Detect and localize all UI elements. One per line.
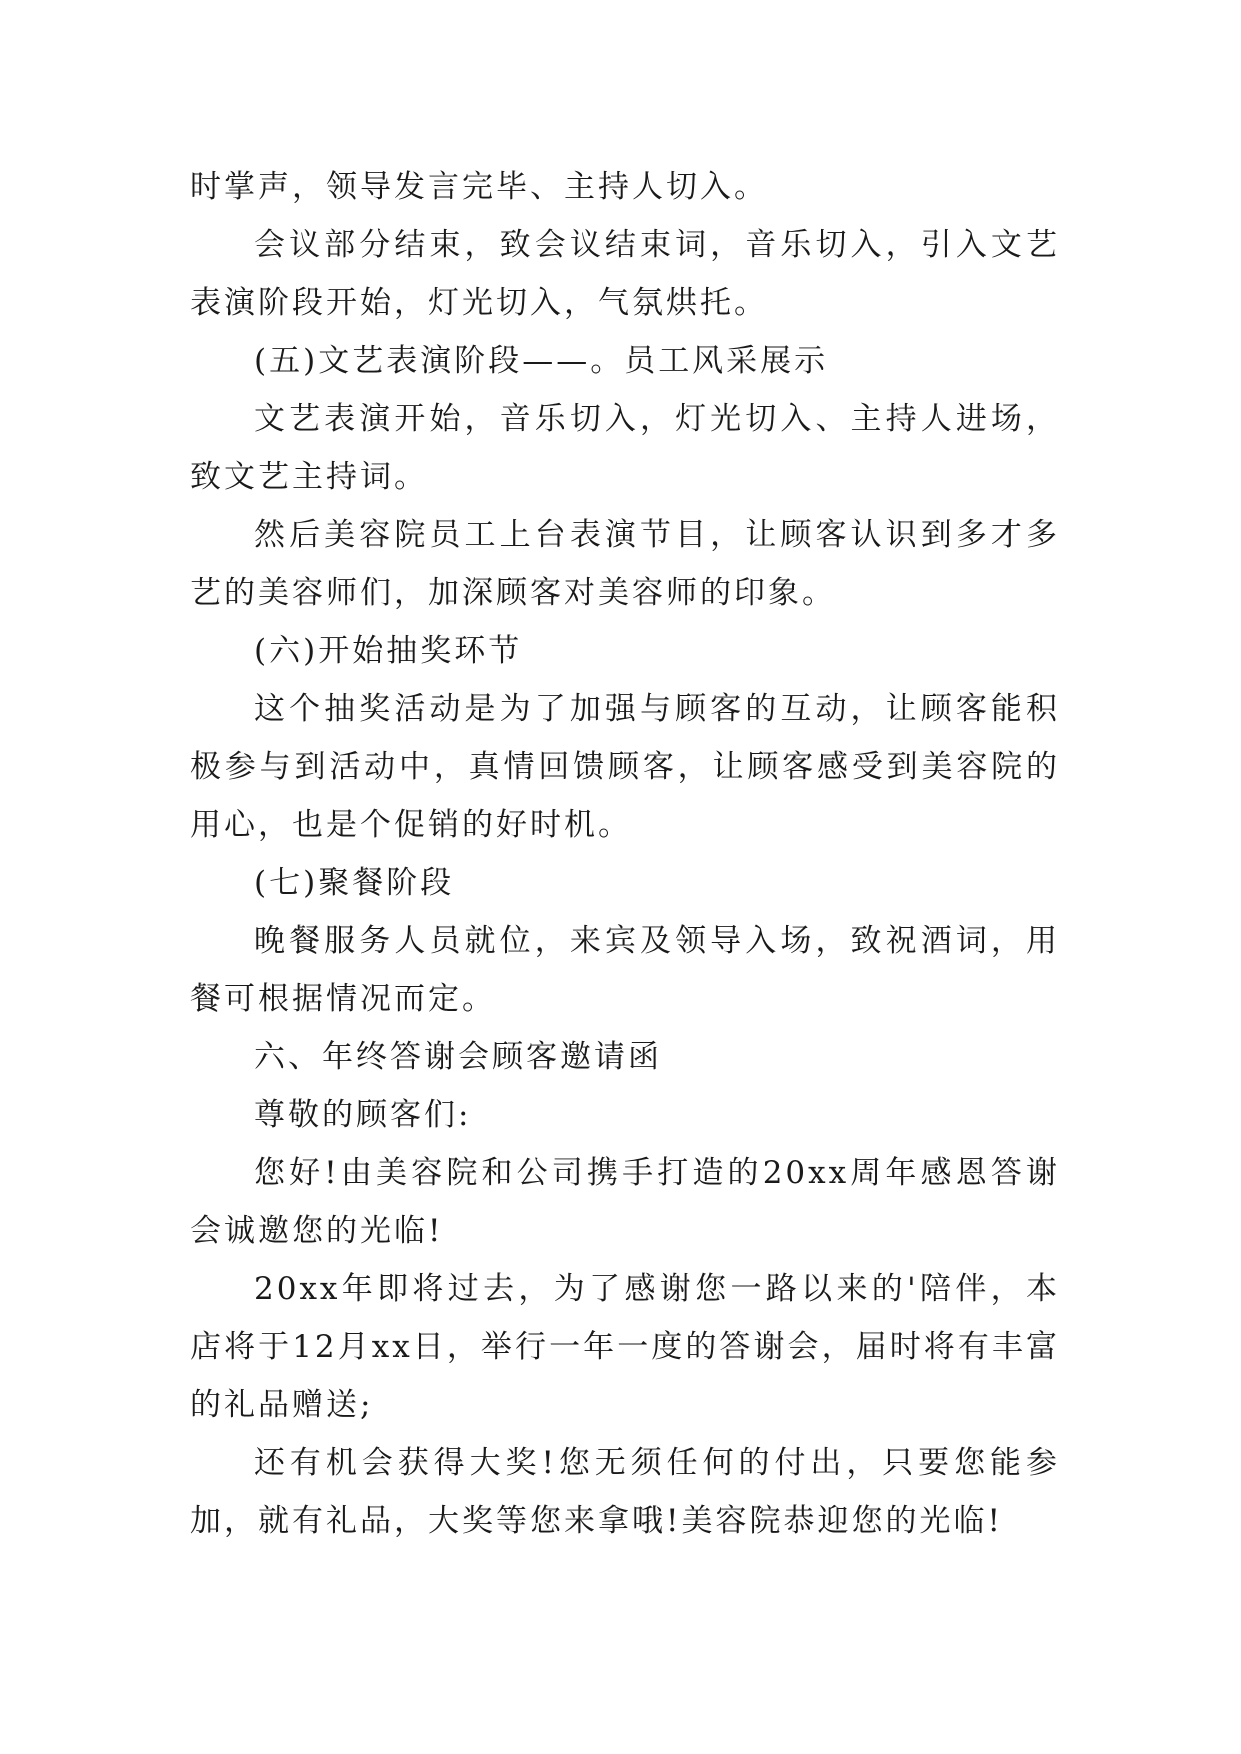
paragraph-2: 会议部分结束，致会议结束词，音乐切入，引入文艺表演阶段开始，灯光切入，气氛烘托。: [190, 227, 1060, 321]
paragraph-3: 文艺表演开始，音乐切入，灯光切入、主持人进场，致文艺主持词。: [190, 401, 1060, 495]
section-heading-6: (六)开始抽奖环节: [254, 633, 523, 669]
section-heading-5: (五)文艺表演阶段——。员工风采展示: [254, 343, 829, 379]
section-heading-invitation: 六、年终答谢会顾客邀请函: [254, 1039, 662, 1075]
paragraph-6: 晚餐服务人员就位，来宾及领导入场，致祝酒词，用餐可根据情况而定。: [190, 923, 1060, 1017]
section-heading-7: (七)聚餐阶段: [254, 865, 455, 901]
paragraph-8: 20xx年即将过去，为了感谢您一路以来的'陪伴，本店将于12月xx日，举行一年一度的答谢会，届时将有丰富的礼品赠送;: [190, 1271, 1060, 1423]
paragraph-5: 这个抽奖活动是为了加强与顾客的互动，让顾客能积极参与到活动中，真情回馈顾客，让顾客感受到美容院的用心，也是个促销的好时机。: [190, 691, 1060, 843]
salutation: 尊敬的顾客们:: [254, 1097, 472, 1133]
paragraph-1: 时掌声，领导发言完毕、主持人切入。: [190, 169, 768, 205]
paragraph-4: 然后美容院员工上台表演节目，让顾客认识到多才多艺的美容师们，加深顾客对美容师的印象。: [190, 517, 1060, 611]
paragraph-9: 还有机会获得大奖!您无须任何的付出，只要您能参加，就有礼品，大奖等您来拿哦!美容院恭迎您的光临!: [190, 1445, 1060, 1539]
document-body: [190, 158, 1060, 1550]
paragraph-7: 您好!由美容院和公司携手打造的20xx周年感恩答谢会诚邀您的光临!: [190, 1155, 1060, 1249]
